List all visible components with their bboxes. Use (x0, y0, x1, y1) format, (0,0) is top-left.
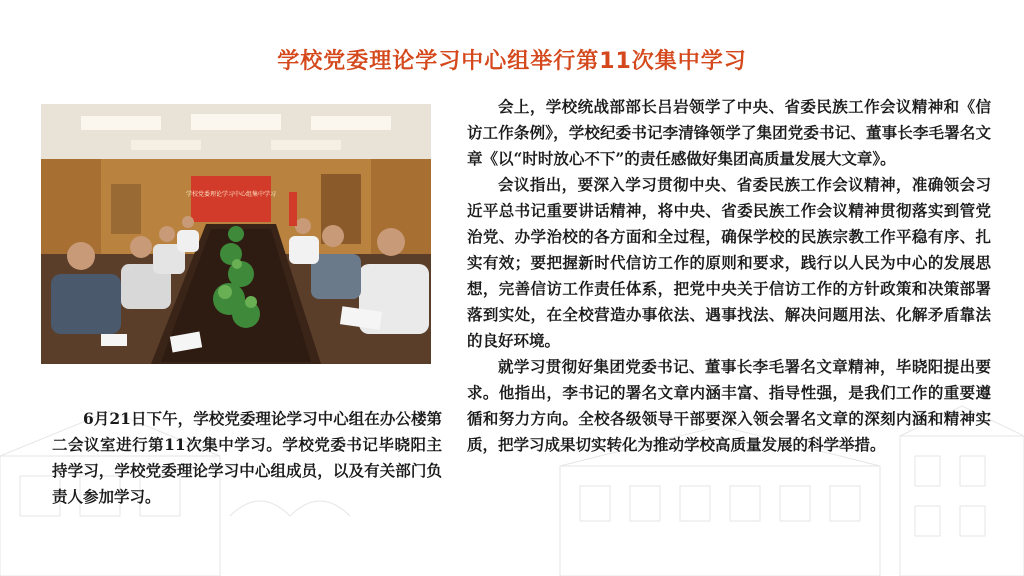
meeting-photo (41, 104, 431, 364)
paragraph-3: 就学习贯彻好集团党委书记、董事长李毛署名文章精神，毕晓阳提出要求。他指出，李书记的署名文章内涵丰富、指导性强，是我们工作的重要遵循和努力方向。全校各级领导干部要深入领会署名文章的深刻内涵和精神实质，把学习成果切实转化为推动学校高质量发展的科学举措。 (467, 357, 991, 454)
photo-caption: 6月21日下午，学校党委理论学习中心组在办公楼第二会议室进行第11次集中学习。学校党委书记毕晓阳主持学习，学校党委理论学习中心组成员，以及有关部门负责人参加学习。 (52, 409, 442, 506)
screen-text: 学校党委理论学习中心组集中学习 (185, 191, 277, 198)
article-body (467, 94, 991, 458)
paragraph-1: 会上，学校统战部部长吕岩领学了中央、省委民族工作会议精神和《信访工作条例》，学校纪委书记李清锋领学了集团党委书记、董事长李毛署名文章《以“时时放心不下”的责任感做好集团高质量发展大文章》。 (467, 97, 991, 168)
page-title: 学校党委理论学习中心组举行第11次集中学习 (277, 49, 747, 74)
paragraph-2: 会议指出，要深入学习贯彻中央、省委民族工作会议精神，准确领会习近平总书记重要讲话精神，将中央、省委民族工作会议精神贯彻落实到管党治党、办学治校的各方面和全过程，确保学校的民族宗教工作平稳有序、扎实有效；要把握新时代信访工作的原则和要求，践行以人民为中心的发展思想，完善信访工作责任体系，把党中央关于信访工作的方针政策和决策部署落到实处，在全校营造办事依法、遇事找法、解决问题用法、化解矛盾靠法的良好环境。 (467, 175, 991, 350)
